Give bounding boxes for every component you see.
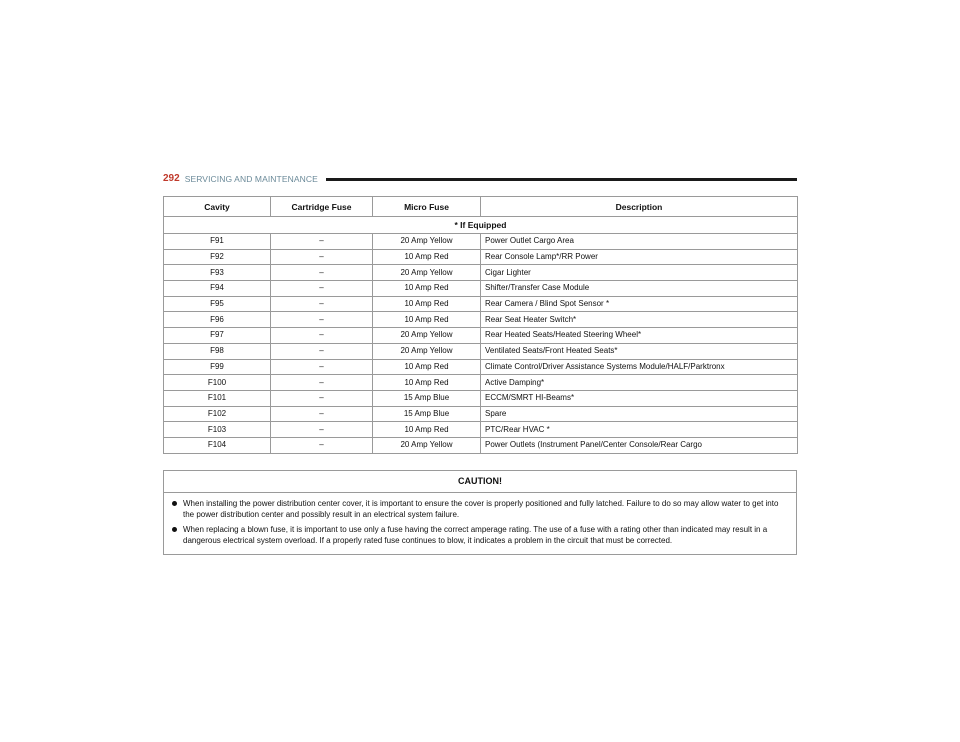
cartridge-fuse-cell: – — [271, 328, 373, 344]
cavity-cell: F92 — [164, 249, 271, 265]
micro-fuse-cell: 10 Amp Red — [373, 375, 481, 391]
micro-fuse-cell: 20 Amp Yellow — [373, 343, 481, 359]
micro-fuse-cell: 20 Amp Yellow — [373, 265, 481, 281]
description-cell: Rear Camera / Blind Spot Sensor * — [481, 296, 798, 312]
cartridge-fuse-cell: – — [271, 422, 373, 438]
description-cell: Rear Console Lamp*/RR Power — [481, 249, 798, 265]
cartridge-fuse-cell: – — [271, 234, 373, 250]
micro-fuse-cell: 15 Amp Blue — [373, 406, 481, 422]
table-row — [164, 437, 798, 453]
description-cell: ECCM/SMRT HI-Beams* — [481, 390, 798, 406]
cartridge-fuse-cell: – — [271, 265, 373, 281]
bullet-icon — [172, 501, 177, 506]
cavity-cell: F100 — [164, 375, 271, 391]
description-cell: Active Damping* — [481, 375, 798, 391]
cartridge-fuse-cell: – — [271, 437, 373, 453]
cartridge-fuse-cell: – — [271, 281, 373, 297]
description-cell: Cigar Lighter — [481, 265, 798, 281]
description-cell: Spare — [481, 406, 798, 422]
micro-fuse-cell: 10 Amp Red — [373, 281, 481, 297]
description-cell: Rear Seat Heater Switch* — [481, 312, 798, 328]
table-row — [164, 390, 798, 406]
section-title: SERVICING AND MAINTENANCE — [184, 174, 318, 184]
caution-item-text: When replacing a blown fuse, it is important to use only a fuse having the correct amperage rating. The use of a fuse with a rating other than indicated may result in a dangerous electrical system overload. If a properly rated fuse continues to blow, it indicates a problem in the circuit that must be corrected. — [183, 525, 768, 545]
table-row — [164, 328, 798, 344]
description-cell: Power Outlets (Instrument Panel/Center Console/Rear Cargo — [481, 437, 798, 453]
micro-fuse-cell: 10 Amp Red — [373, 296, 481, 312]
table-row — [164, 406, 798, 422]
cartridge-fuse-cell: – — [271, 343, 373, 359]
table-row — [164, 375, 798, 391]
caution-box — [163, 470, 797, 555]
caution-item — [172, 498, 788, 520]
cavity-cell: F93 — [164, 265, 271, 281]
caution-item — [172, 524, 788, 546]
cartridge-fuse-cell: – — [271, 375, 373, 391]
description-cell: Ventilated Seats/Front Heated Seats* — [481, 343, 798, 359]
cavity-cell: F95 — [164, 296, 271, 312]
micro-fuse-cell: 10 Amp Red — [373, 249, 481, 265]
micro-fuse-cell: 10 Amp Red — [373, 422, 481, 438]
column-header-cartridge-fuse: Cartridge Fuse — [271, 197, 373, 217]
if-equipped-note: * If Equipped — [164, 217, 798, 234]
description-cell: Rear Heated Seats/Heated Steering Wheel* — [481, 328, 798, 344]
micro-fuse-cell: 20 Amp Yellow — [373, 437, 481, 453]
table-row — [164, 359, 798, 375]
cartridge-fuse-cell: – — [271, 312, 373, 328]
table-row — [164, 343, 798, 359]
cavity-cell: F97 — [164, 328, 271, 344]
cartridge-fuse-cell: – — [271, 249, 373, 265]
fuse-table — [163, 196, 798, 454]
header-rule — [326, 178, 797, 181]
cavity-cell: F91 — [164, 234, 271, 250]
if-equipped-note-row — [164, 217, 798, 234]
table-row — [164, 249, 798, 265]
bullet-icon — [172, 527, 177, 532]
description-cell: Climate Control/Driver Assistance Systems Module/HALF/Parktronx — [481, 359, 798, 375]
description-cell: Power Outlet Cargo Area — [481, 234, 798, 250]
cavity-cell: F104 — [164, 437, 271, 453]
caution-item-text: When installing the power distribution center cover, it is important to ensure the cover is properly positioned and fully latched. Failure to do so may allow water to get into the power distribution center and possibly result in an electrical system failure. — [183, 499, 779, 519]
page-header — [163, 171, 797, 187]
cavity-cell: F98 — [164, 343, 271, 359]
column-header-description: Description — [481, 197, 798, 217]
table-row — [164, 422, 798, 438]
column-header-micro-fuse: Micro Fuse — [373, 197, 481, 217]
cavity-cell: F101 — [164, 390, 271, 406]
cavity-cell: F94 — [164, 281, 271, 297]
cavity-cell: F96 — [164, 312, 271, 328]
description-cell: Shifter/Transfer Case Module — [481, 281, 798, 297]
cartridge-fuse-cell: – — [271, 296, 373, 312]
table-row — [164, 265, 798, 281]
description-cell: PTC/Rear HVAC * — [481, 422, 798, 438]
cavity-cell: F103 — [164, 422, 271, 438]
table-row — [164, 312, 798, 328]
micro-fuse-cell: 20 Amp Yellow — [373, 328, 481, 344]
table-row — [164, 296, 798, 312]
micro-fuse-cell: 20 Amp Yellow — [373, 234, 481, 250]
column-header-cavity: Cavity — [164, 197, 271, 217]
cartridge-fuse-cell: – — [271, 406, 373, 422]
cartridge-fuse-cell: – — [271, 359, 373, 375]
cavity-cell: F99 — [164, 359, 271, 375]
table-row — [164, 281, 798, 297]
micro-fuse-cell: 15 Amp Blue — [373, 390, 481, 406]
cartridge-fuse-cell: – — [271, 390, 373, 406]
table-row — [164, 234, 798, 250]
caution-title: CAUTION! — [164, 471, 796, 493]
micro-fuse-cell: 10 Amp Red — [373, 359, 481, 375]
micro-fuse-cell: 10 Amp Red — [373, 312, 481, 328]
caution-body — [164, 493, 796, 554]
cavity-cell: F102 — [164, 406, 271, 422]
page-number: 292 — [163, 173, 180, 184]
fuse-table-header-row — [164, 197, 798, 217]
